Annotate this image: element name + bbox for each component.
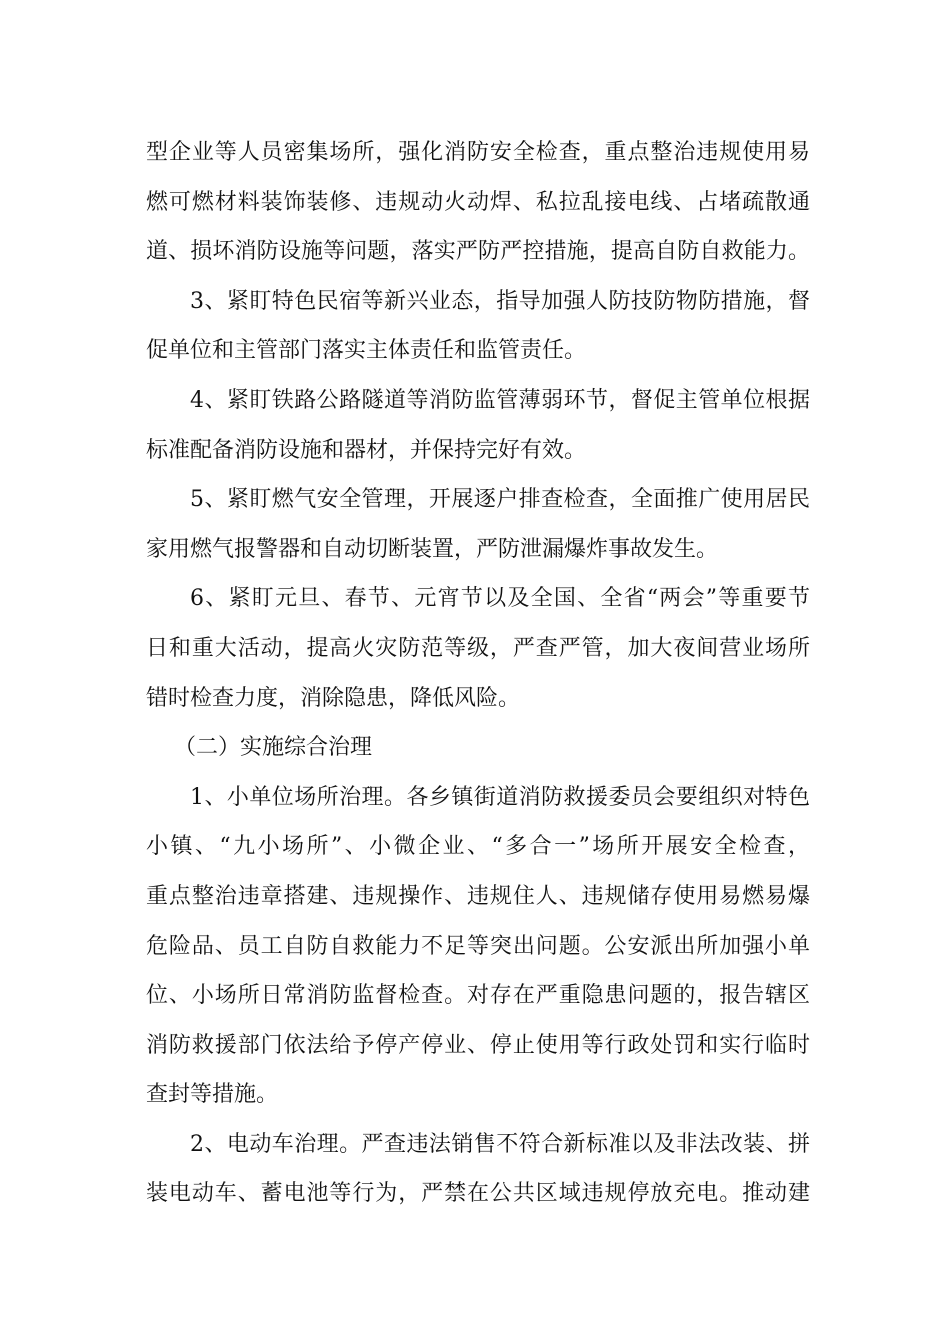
paragraph-line: 3、紧盯特色民宿等新兴业态，指导加强人防技防物防措施，督 (190, 288, 810, 314)
paragraph-line: 道、损坏消防设施等问题，落实严防严控措施，提高自防自救能力。 (146, 239, 810, 265)
paragraph-line: 家用燃气报警器和自动切断装置，严防泄漏爆炸事故发生。 (146, 536, 719, 562)
paragraph-line: 日和重大活动，提高火灾防范等级，严查严管，加大夜间营业场所 (146, 635, 810, 661)
paragraph-line: 查封等措施。 (146, 1082, 279, 1108)
paragraph-line: 错时检查力度，消除隐患，降低风险。 (146, 685, 521, 711)
paragraph-line: 小镇、“九小场所”、小微企业、“多合一”场所开展安全检查， (146, 834, 810, 860)
paragraph-line: 标准配备消防设施和器材，并保持完好有效。 (146, 437, 587, 463)
paragraph-line: 1、小单位场所治理。各乡镇街道消防救援委员会要组织对特色 (190, 784, 810, 810)
paragraph-line: 重点整治违章搭建、违规操作、违规住人、违规储存使用易燃易爆 (146, 883, 810, 909)
document-body (146, 128, 810, 1219)
paragraph-line: 消防救援部门依法给予停产停业、停止使用等行政处罚和实行临时 (146, 1032, 810, 1058)
paragraph-line: 装电动车、蓄电池等行为，严禁在公共区域违规停放充电。推动建 (146, 1181, 810, 1207)
paragraph-line: 4、紧盯铁路公路隧道等消防监管薄弱环节，督促主管单位根据 (190, 387, 810, 413)
paragraph-line: 型企业等人员密集场所，强化消防安全检查，重点整治违规使用易 (146, 140, 810, 165)
paragraph-line: 促单位和主管部门落实主体责任和监管责任。 (146, 338, 587, 364)
paragraph-line: 5、紧盯燃气安全管理，开展逐户排查检查，全面推广使用居民 (190, 487, 810, 513)
section-heading: （二）实施综合治理 (174, 735, 373, 761)
paragraph-line: 2、电动车治理。严查违法销售不符合新标准以及非法改装、拼 (190, 1131, 810, 1157)
paragraph-line: 危险品、员工自防自救能力不足等突出问题。公安派出所加强小单 (146, 933, 810, 959)
paragraph-line: 燃可燃材料装饰装修、违规动火动焊、私拉乱接电线、占堵疏散通 (146, 189, 810, 215)
paragraph-line: 6、紧盯元旦、春节、元宵节以及全国、全省“两会”等重要节 (190, 586, 810, 612)
paragraph-line: 位、小场所日常消防监督检查。对存在严重隐患问题的，报告辖区 (146, 983, 810, 1009)
